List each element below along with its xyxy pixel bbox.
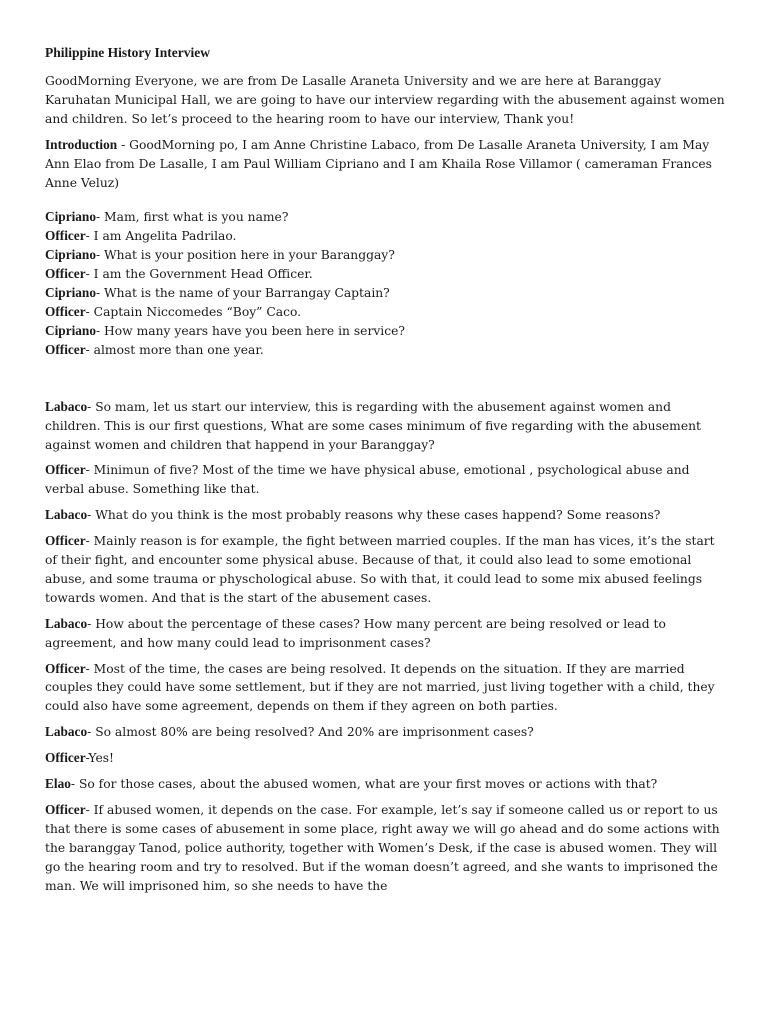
speech-text: - Most of the time, the cases are being resolved. It depends on the situation. If they are married couples they could have some settlement, but if they are not married, just living together with a child, they could also have some agreement, depends on them if they agreen on both parties. [45, 661, 715, 714]
speech-text: - I am the Government Head Officer. [85, 267, 313, 282]
introduction-label: Introduction [45, 136, 118, 152]
speaker-name: Officer [45, 750, 86, 766]
speaker-name: Cipriano [45, 209, 96, 225]
dialogue-paragraph [45, 723, 725, 742]
qa-line [45, 246, 725, 265]
speaker-name: Cipriano [45, 247, 96, 263]
speaker-name: Labaco [45, 615, 88, 631]
speech-text: - So for those cases, about the abused women, what are your first moves or actions with that? [70, 777, 658, 792]
speech-text: - almost more than one year. [85, 342, 264, 357]
speech-text: - Mainly reason is for example, the fight between married couples. If the man has vices, it’s the start of their fight, and encounter some physical abuse. Because of that, it could also lead to some emotional abuse, and some trauma or physchological abuse. So with that, it could lead to some mix abused feelings towards women. And that is the start of the abusement cases. [45, 534, 715, 605]
dialogue-paragraph [45, 398, 725, 455]
dialogue-paragraph [45, 660, 725, 717]
speaker-name: Labaco [45, 724, 88, 740]
dialogue-paragraph [45, 532, 725, 608]
introduction-paragraph [45, 136, 725, 193]
speech-text: - How about the percentage of these cases? How many percent are being resolved or lead to agreement, and how many could lead to imprisonment cases? [45, 616, 666, 650]
speech-text: - Minimun of five? Most of the time we have physical abuse, emotional , psychological abuse and verbal abuse. Something like that. [45, 463, 690, 497]
qa-line [45, 208, 725, 227]
speaker-name: Officer [45, 660, 86, 676]
qa-line [45, 284, 725, 303]
document-page [45, 44, 725, 903]
speaker-name: Labaco [45, 398, 88, 414]
speech-text: - I am Angelita Padrilao. [85, 229, 237, 244]
speech-text: - What do you think is the most probably reasons why these cases happend? Some reasons? [87, 508, 661, 523]
speaker-name: Officer [45, 341, 86, 357]
qa-line [45, 303, 725, 322]
dialogue-paragraph [45, 615, 725, 653]
speaker-name: Elao [45, 776, 71, 792]
opening-paragraph: GoodMorning Everyone, we are from De Lasalle Araneta University and we are here at Baranggay Karuhatan Municipal Hall, we are going to have our interview regarding with the abusement against women and children. So let’s proceed to the hearing room to have our interview, Thank you! [45, 74, 725, 126]
speaker-name: Officer [45, 266, 86, 282]
speaker-name: Officer [45, 228, 86, 244]
speaker-name: Officer [45, 802, 86, 817]
short-qa-block [45, 208, 725, 359]
speaker-name: Cipriano [45, 322, 96, 338]
dialogue-paragraph [45, 775, 725, 794]
speaker-name: Cipriano [45, 285, 96, 301]
speaker-name: Officer [45, 303, 86, 319]
qa-line [45, 341, 725, 360]
speech-text: - So almost 80% are being resolved? And 20% are imprisonment cases? [87, 725, 534, 740]
dialogue-paragraph [45, 749, 725, 768]
dialogue-paragraph [45, 506, 725, 525]
qa-line [45, 227, 725, 246]
speech-text: - So mam, let us start our interview, this is regarding with the abusement against women and children. This is our first questions, What are some cases minimum of five regarding with the abusement against women and children that happend in your Baranggay? [45, 399, 701, 452]
speech-text: -Yes! [85, 751, 114, 766]
qa-line [45, 265, 725, 284]
speech-text: - Captain Niccomedes “Boy” Caco. [85, 304, 302, 319]
dialogue-paragraph [45, 461, 725, 499]
speech-text: - How many years have you been here in service? [95, 323, 405, 338]
speech-text: - What is your position here in your Baranggay? [95, 248, 395, 263]
introduction-text: - GoodMorning po, I am Anne Christine Labaco, from De Lasalle Araneta University, I am May Ann Elao from De Lasalle, I am Paul William Cipriano and I am Khaila Rose Villamor ( cameraman Frances Anne Veluz) [45, 137, 712, 190]
speaker-name: Labaco [45, 507, 88, 523]
speech-text: - Mam, first what is you name? [95, 210, 289, 225]
speaker-name: Officer [45, 533, 86, 549]
speaker-name: Officer [45, 462, 86, 478]
dialogue-paragraph [45, 801, 725, 896]
speech-text: - What is the name of your Barrangay Captain? [95, 286, 390, 301]
document-title: Philippine History Interview [45, 45, 210, 60]
qa-line [45, 322, 725, 341]
speech-text: - If abused women, it depends on the case. For example, let’s say if someone called us or report to us that there is some cases of abusement in some place, right away we will go ahead and do some actions with the baranggay Tanod, police authority, together with Women’s Desk, if the case is abused women. They will go the hearing room and try to resolved. But if the woman doesn’t agreed, and she wants to imprisoned the man. We will imprisoned him, so she needs to have the [45, 803, 720, 893]
